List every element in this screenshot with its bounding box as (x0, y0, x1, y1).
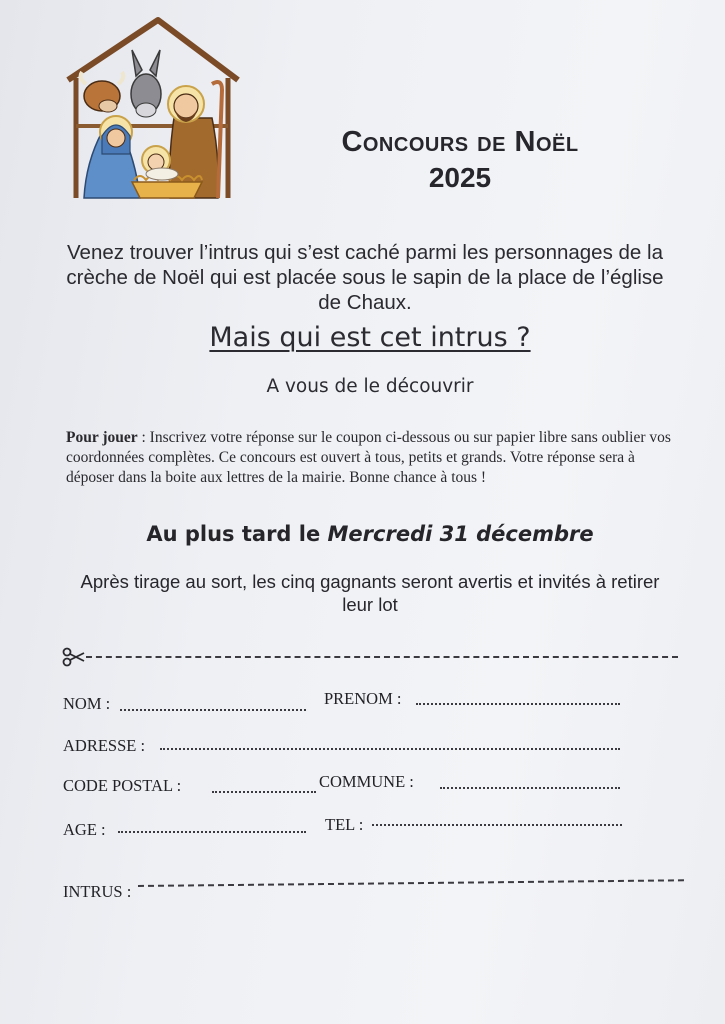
rules-text: : Inscrivez votre réponse sur le coupon ci-dessous ou sur papier libre sans oublier vos coordonnées complètes. Ce concours est ouvert à tous, petits et grands. Votre réponse sera à déposer dans la boite aux lettres de la mairie. Bonne chance à tous ! (66, 429, 671, 486)
prenom-label: PRENOM : (324, 689, 402, 708)
page-title (300, 124, 620, 196)
adresse-label: ADRESSE : (63, 736, 146, 755)
title-year: 2025 (428, 162, 492, 193)
tel-label: TEL : (325, 815, 364, 834)
rules-label: Pour jouer (66, 429, 138, 446)
age-field[interactable] (118, 831, 306, 833)
prenom-field[interactable] (416, 703, 620, 705)
nom-label: NOM : (63, 694, 111, 713)
code-postal-label: CODE POSTAL : (63, 776, 182, 795)
age-label: AGE : (63, 820, 106, 839)
discover-text: A vous de le découvrir (266, 376, 474, 397)
intrus-field[interactable] (138, 879, 684, 887)
deadline-prefix: Au plus tard le (146, 522, 328, 546)
cut-line (62, 646, 678, 668)
draw-text: Après tirage au sort, les cinq gagnants seront avertis et invités à retirer leur lot (80, 571, 660, 615)
scissors-icon (62, 646, 86, 668)
cut-dashed-line (86, 656, 678, 658)
intrus-label: INTRUS : (63, 882, 132, 901)
rules-paragraph (66, 428, 678, 488)
commune-field[interactable] (440, 787, 620, 789)
adresse-field[interactable] (160, 748, 620, 750)
nom-field[interactable] (120, 709, 306, 711)
title-line-1: Concours de Noël (341, 126, 579, 158)
deadline-date: Mercredi 31 décembre (327, 522, 594, 546)
nativity-scene-icon (62, 14, 244, 200)
tel-field[interactable] (372, 824, 622, 826)
commune-label: COMMUNE : (319, 772, 414, 791)
intro-paragraph: Venez trouver l’intrus qui s’est caché parmi les personnages de la crèche de Noël qui est placée sous le sapin de la place de l’église de Chaux. (66, 241, 664, 314)
deadline (100, 522, 640, 546)
code-postal-field[interactable] (212, 791, 316, 793)
question-heading: Mais qui est cet intrus ? (209, 322, 531, 353)
